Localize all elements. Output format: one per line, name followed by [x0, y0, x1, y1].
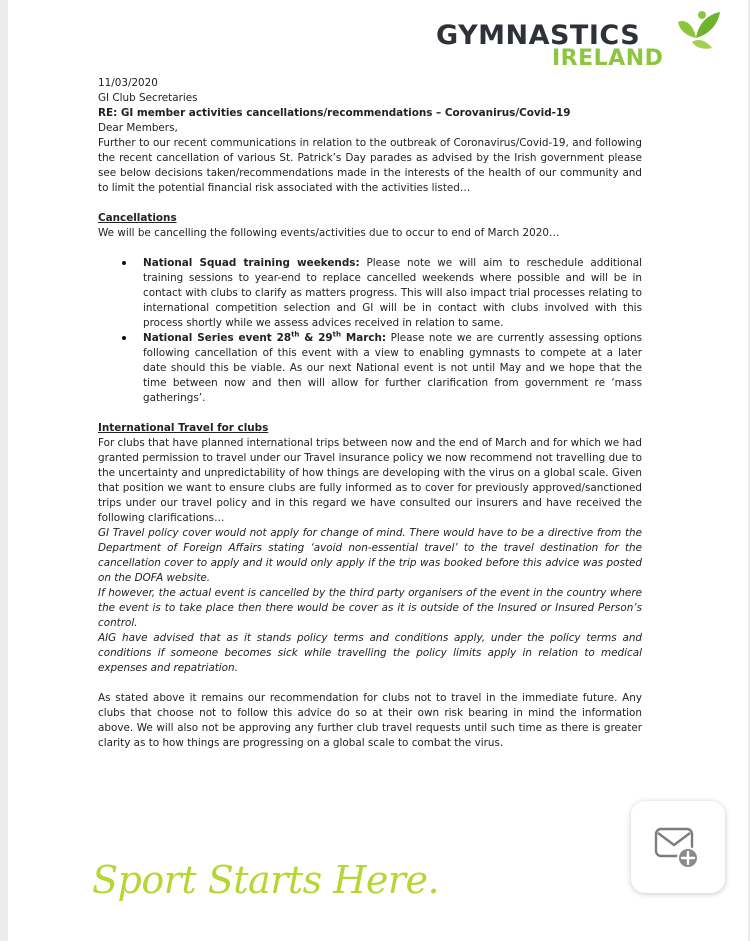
- slogan: [92, 858, 440, 918]
- bullet-text: Please note we are currently assessing options following cancellation of this event with a view to enabling gymnasts to compete at a later date should this be viable. As our next National event is not until May and we hope that the time between now and then will allow for further clarification from government re ‘mass gatherings’.: [143, 332, 642, 404]
- travel-paragraph: For clubs that have planned international trips between now and the end of March and for which we had granted permission to travel under our Travel insurance policy we now recommend not travelling due to the uncertainty and unpredictability of how things are developing with the virus on a global scale. Given that position we want to ensure clubs are fully informed as to cover for previously approved/sanctioned trips under our travel policy and in this regard we have consulted our insurers and have received the following clarifications…: [98, 437, 642, 524]
- mail-add-icon: [654, 825, 702, 871]
- logo-sub: IRELAND: [552, 46, 664, 71]
- list-item: [143, 331, 642, 406]
- bullet-text: Please note we will aim to reschedule additional training sessions to year-end to replace cancelled weekends where possible and will be in contact with clubs to clarify as matters progress. This will also impact trial processes relating to international competition selection and GI will be in contact with clubs involved with this process shortly while we assess advices received in relation to same.: [143, 257, 642, 329]
- quote-paragraph: If however, the actual event is cancelled by the third party organisers of the event in the country where the event is to take place then there would be cover as it is outside of the Insured or Insured Person’s control.: [98, 587, 642, 629]
- intro-paragraph: Further to our recent communications in relation to the outbreak of Coronavirus/Covid-19, and following the recent cancellation of various St. Patrick’s Day parades as advised by the Irish government please see below decisions taken/recommendations made in the interests of the health of our community and to limit the potential financial risk associated with the activities listed…: [98, 137, 642, 194]
- cancellations-list: [98, 256, 642, 406]
- cancellations-intro: We will be cancelling the following events/activities due to occur to end of March 2020…: [98, 227, 560, 239]
- letter-date: 11/03/2020: [98, 77, 158, 89]
- quote-paragraph: GI Travel policy cover would not apply for change of mind. There would have to be a directive from the Department of Foreign Affairs stating ‘avoid non-essential travel’ to the travel destination for the cancellation cover to apply and it would only apply if the trip was booked before this advice was posted on the DOFA website.: [98, 527, 642, 584]
- add-to-mail-button[interactable]: [631, 801, 725, 893]
- cancellations-heading: Cancellations: [98, 212, 177, 224]
- closing-paragraph: As stated above it remains our recommendation for clubs not to travel in the immediate future. Any clubs that choose not to follow this advice do so at their own risk bearing in mind the information above. We will also not be approving any further club travel requests until such time as there is greater clarity as to how things are progressing on a global scale to combat the virus.: [98, 692, 642, 749]
- travel-heading: International Travel for clubs: [98, 422, 269, 434]
- list-item: [143, 256, 642, 331]
- leaf-figure-icon: [672, 8, 724, 52]
- quote-paragraph: AIG have advised that as it stands policy terms and conditions apply, under the policy terms and conditions if someone becomes sick while travelling the policy limits apply in relation to medical expenses and repatriation.: [98, 632, 642, 674]
- document-page: [8, 0, 748, 941]
- letter-body: [98, 76, 642, 751]
- gymnastics-ireland-logo: [436, 8, 736, 72]
- logo-name: GYMNASTICS: [436, 20, 641, 51]
- bullet-title: National Squad training weekends:: [143, 257, 360, 269]
- letter-recipient: GI Club Secretaries: [98, 92, 198, 104]
- bullet-title: National Series event 28th & 29th March:: [143, 330, 387, 344]
- letter-greeting: Dear Members,: [98, 122, 178, 134]
- letter-subject: RE: GI member activities cancellations/recommendations – Corovanirus/Covid-19: [98, 107, 571, 119]
- slogan-text: Sport Starts Here.: [92, 858, 440, 902]
